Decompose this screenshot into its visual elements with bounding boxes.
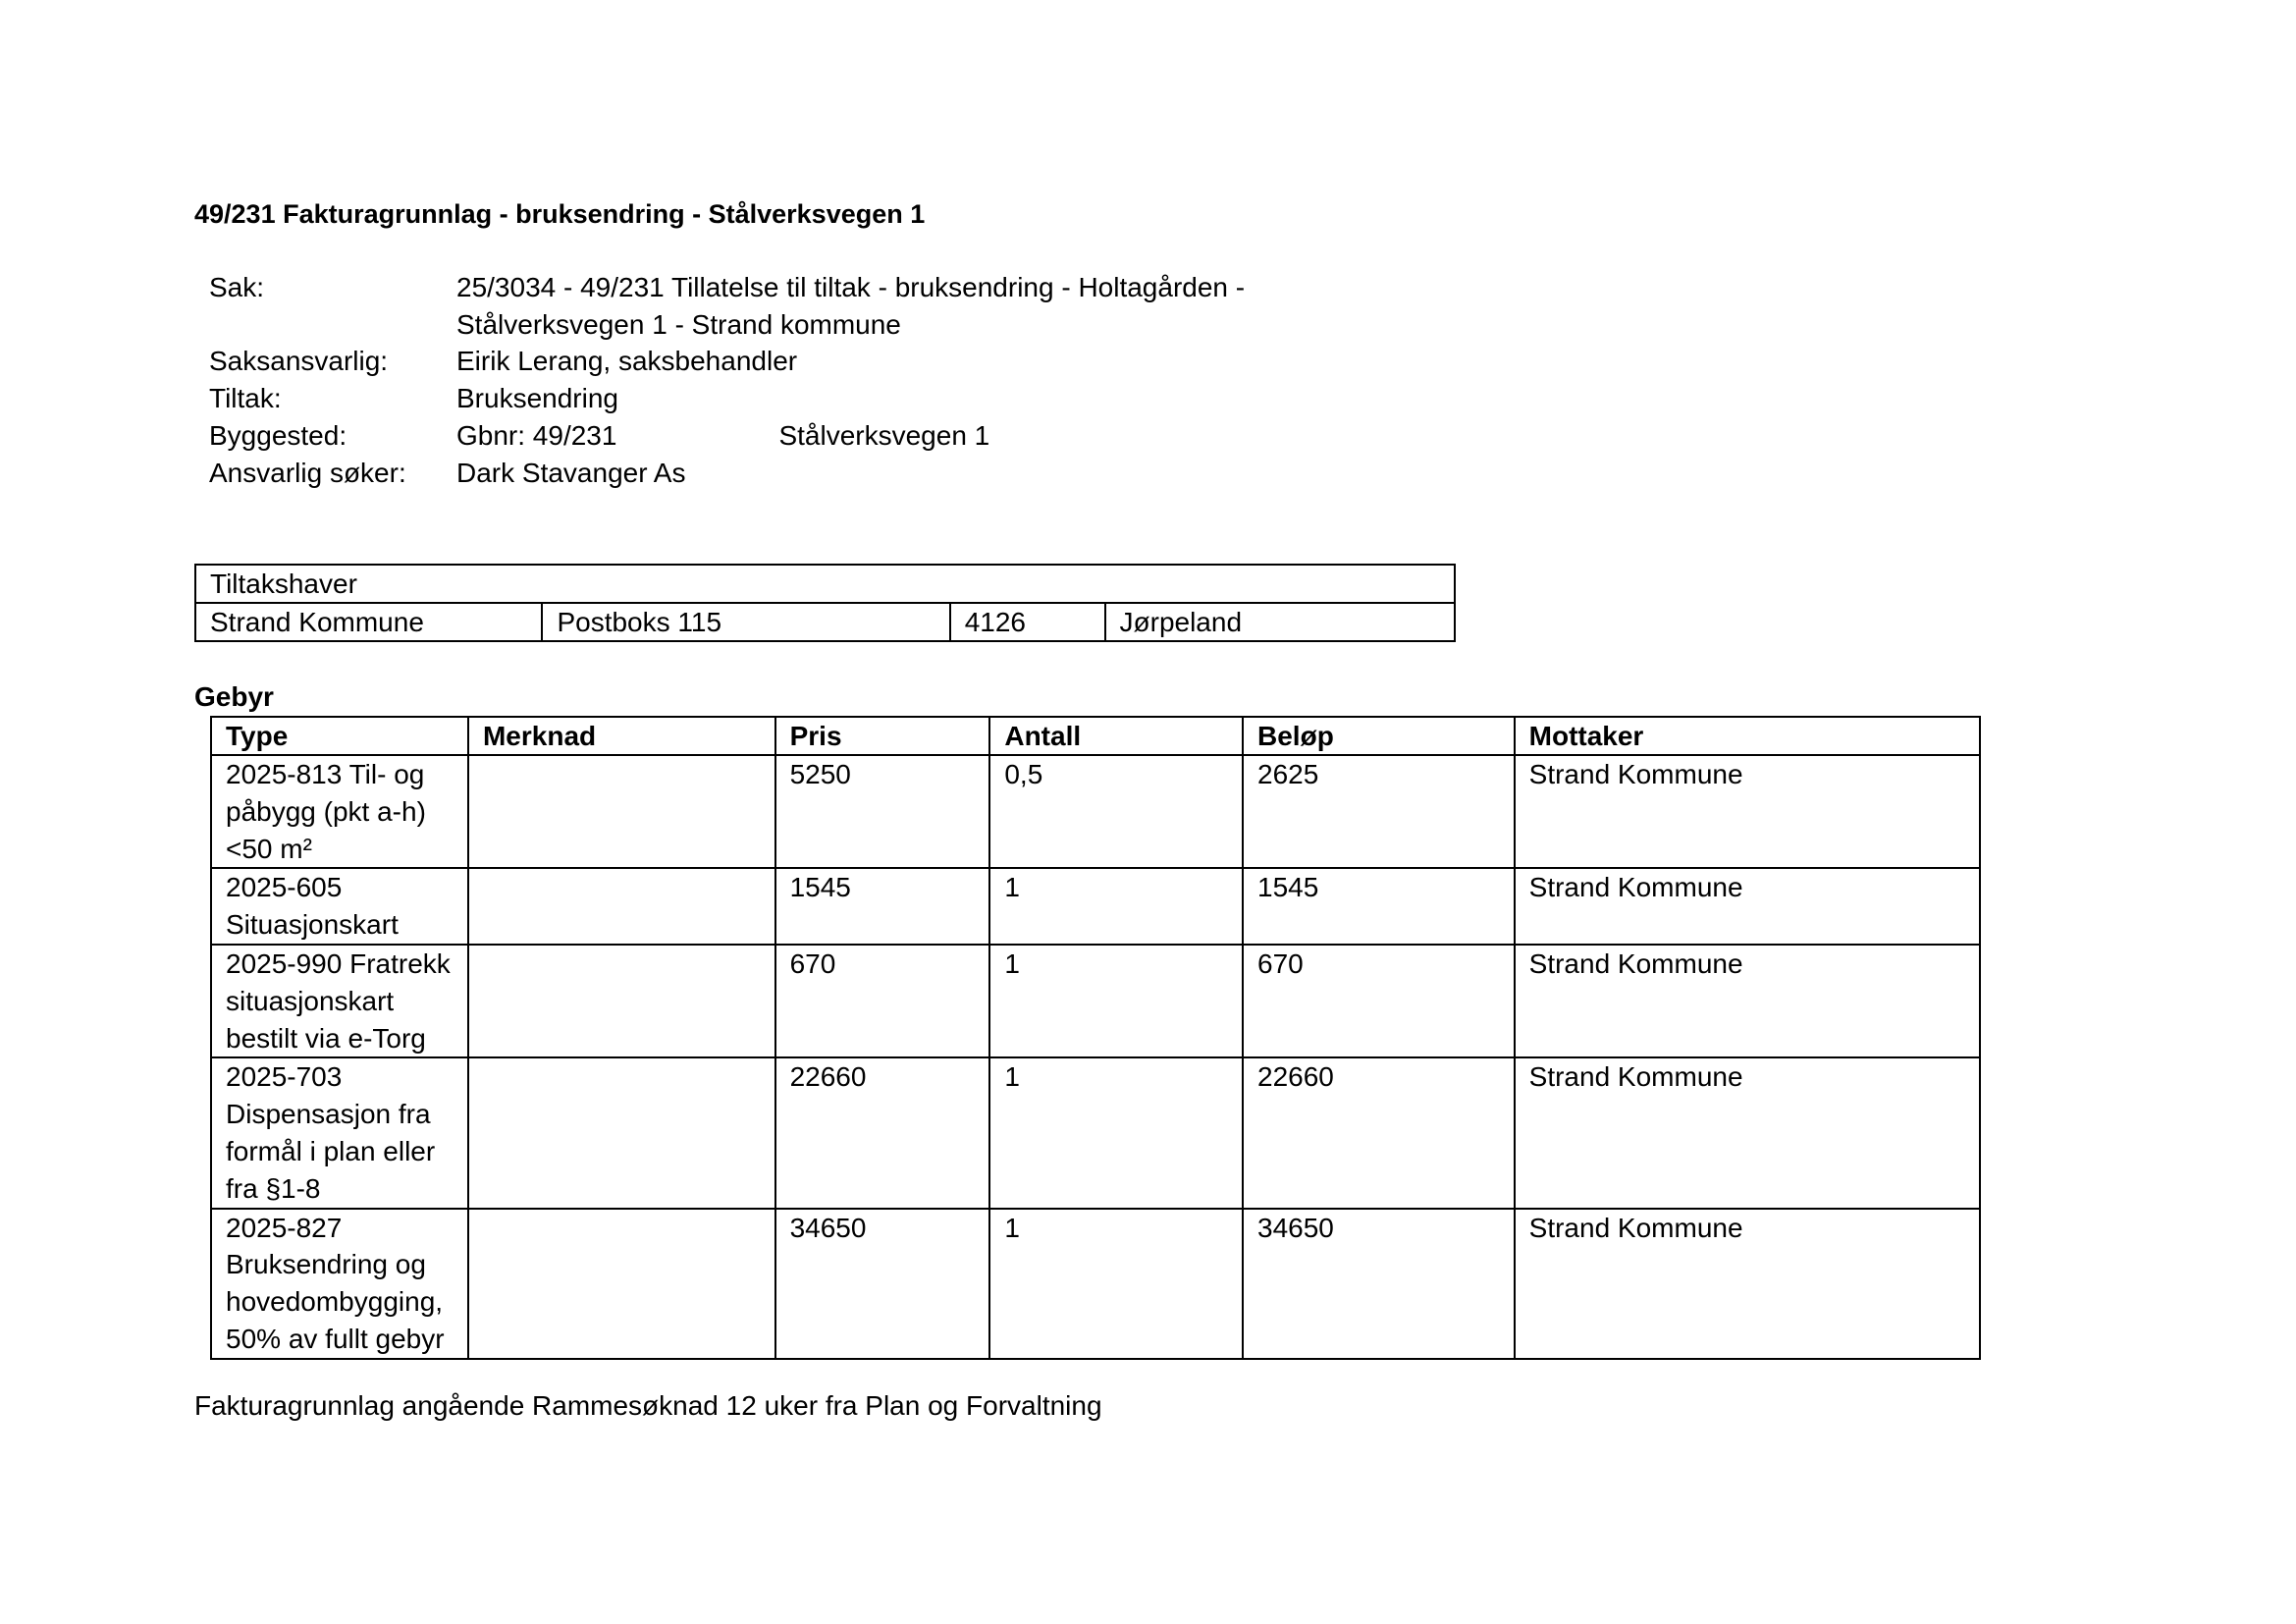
sak-label: Sak:: [209, 272, 265, 302]
sak-value-line1: 25/3034 - 49/231 Tillatelse til tiltak - bruksendring - Holtagården -: [456, 272, 1246, 302]
gebyr-table: [210, 716, 1981, 1360]
cell-type: [211, 755, 468, 868]
cell-type: [211, 945, 468, 1057]
cell-merknad: [468, 945, 775, 1057]
table-row: [211, 755, 1980, 868]
gebyr-heading: Gebyr: [194, 681, 274, 712]
tiltakshaver-address: Postboks 115: [542, 603, 949, 641]
footer-note: Fakturagrunnlag angående Rammesøknad 12 uker fra Plan og Forvaltning: [194, 1390, 1102, 1421]
type-line: 50% av fullt gebyr: [226, 1323, 445, 1354]
tiltakshaver-header-row: [195, 565, 1455, 603]
tiltakshaver-name: Strand Kommune: [195, 603, 542, 641]
column-header-belop: Beløp: [1243, 717, 1515, 755]
cell-pris: 34650: [775, 1209, 990, 1359]
sak-value: [456, 269, 1340, 343]
cell-antall: 1: [989, 945, 1243, 1057]
type-line: Dispensasjon fra: [226, 1099, 431, 1130]
cell-belop: 670: [1243, 945, 1515, 1057]
document-title: 49/231 Fakturagrunnlag - bruksendring - Stålverksvegen 1: [194, 199, 926, 229]
cell-belop: 1545: [1243, 868, 1515, 945]
type-line: bestilt via e-Torg: [226, 1022, 426, 1054]
type-line: situasjonskart: [226, 985, 395, 1016]
saksansvarlig-value: Eirik Lerang, saksbehandler: [456, 346, 798, 377]
meta-row-byggested: [209, 417, 1340, 455]
type-line: Bruksendring og: [226, 1249, 426, 1280]
tiltakshaver-row: [195, 603, 1455, 641]
cell-pris: 22660: [775, 1057, 990, 1208]
cell-merknad: [468, 755, 775, 868]
column-header-type: Type: [211, 717, 468, 755]
byggested-gbnr: Gbnr: 49/231: [456, 419, 617, 451]
type-line: hovedombygging,: [226, 1286, 444, 1318]
type-line: 2025-813 Til- og: [226, 759, 425, 789]
cell-merknad: [468, 1209, 775, 1359]
byggested-address: Stålverksvegen 1: [778, 419, 990, 451]
table-row: [211, 1057, 1980, 1208]
cell-pris: 1545: [775, 868, 990, 945]
type-line: formål i plan eller: [226, 1135, 436, 1166]
soker-value: Dark Stavanger As: [456, 457, 686, 488]
type-line: Situasjonskart: [226, 909, 399, 941]
type-line: 2025-990 Fratrekk: [226, 947, 451, 979]
column-header-mottaker: Mottaker: [1515, 717, 1980, 755]
tiltakshaver-city: Jørpeland: [1105, 603, 1455, 641]
saksansvarlig-label: Saksansvarlig:: [209, 346, 389, 377]
cell-pris: 5250: [775, 755, 990, 868]
sak-value-line2: Stålverksvegen 1 - Strand kommune: [456, 308, 901, 340]
gebyr-header-row: [211, 717, 1980, 755]
tiltakshaver-postcode: 4126: [950, 603, 1105, 641]
cell-mottaker: Strand Kommune: [1515, 1057, 1980, 1208]
cell-mottaker: Strand Kommune: [1515, 755, 1980, 868]
meta-row-tiltak: [209, 380, 1340, 417]
cell-mottaker: Strand Kommune: [1515, 868, 1980, 945]
type-line: 2025-703: [226, 1061, 343, 1093]
cell-type: [211, 868, 468, 945]
byggested-value: [456, 417, 1340, 455]
tiltak-value: Bruksendring: [456, 383, 618, 414]
table-row: [211, 945, 1980, 1057]
cell-antall: 1: [989, 1057, 1243, 1208]
cell-type: [211, 1209, 468, 1359]
type-line: fra §1-8: [226, 1172, 321, 1204]
cell-mottaker: Strand Kommune: [1515, 945, 1980, 1057]
cell-antall: 1: [989, 868, 1243, 945]
cell-type: [211, 1057, 468, 1208]
meta-row-saksansvarlig: [209, 343, 1340, 380]
meta-row-sak: [209, 269, 1340, 343]
type-line: 2025-827: [226, 1212, 343, 1243]
case-metadata: [209, 269, 1340, 491]
column-header-antall: Antall: [989, 717, 1243, 755]
table-row: [211, 1209, 1980, 1359]
type-line: påbygg (pkt a-h): [226, 795, 426, 827]
type-line: 2025-605: [226, 872, 343, 903]
cell-belop: 2625: [1243, 755, 1515, 868]
tiltakshaver-header: Tiltakshaver: [195, 565, 1455, 603]
cell-merknad: [468, 1057, 775, 1208]
cell-belop: 34650: [1243, 1209, 1515, 1359]
byggested-label: Byggested:: [209, 419, 347, 451]
cell-antall: 0,5: [989, 755, 1243, 868]
cell-mottaker: Strand Kommune: [1515, 1209, 1980, 1359]
tiltakshaver-table: [194, 564, 1456, 642]
soker-label: Ansvarlig søker:: [209, 457, 406, 488]
meta-row-soker: [209, 455, 1340, 492]
cell-merknad: [468, 868, 775, 945]
tiltak-label: Tiltak:: [209, 383, 282, 414]
cell-pris: 670: [775, 945, 990, 1057]
table-row: [211, 868, 1980, 945]
type-line: <50 m²: [226, 833, 312, 864]
column-header-pris: Pris: [775, 717, 990, 755]
column-header-merknad: Merknad: [468, 717, 775, 755]
cell-belop: 22660: [1243, 1057, 1515, 1208]
cell-antall: 1: [989, 1209, 1243, 1359]
